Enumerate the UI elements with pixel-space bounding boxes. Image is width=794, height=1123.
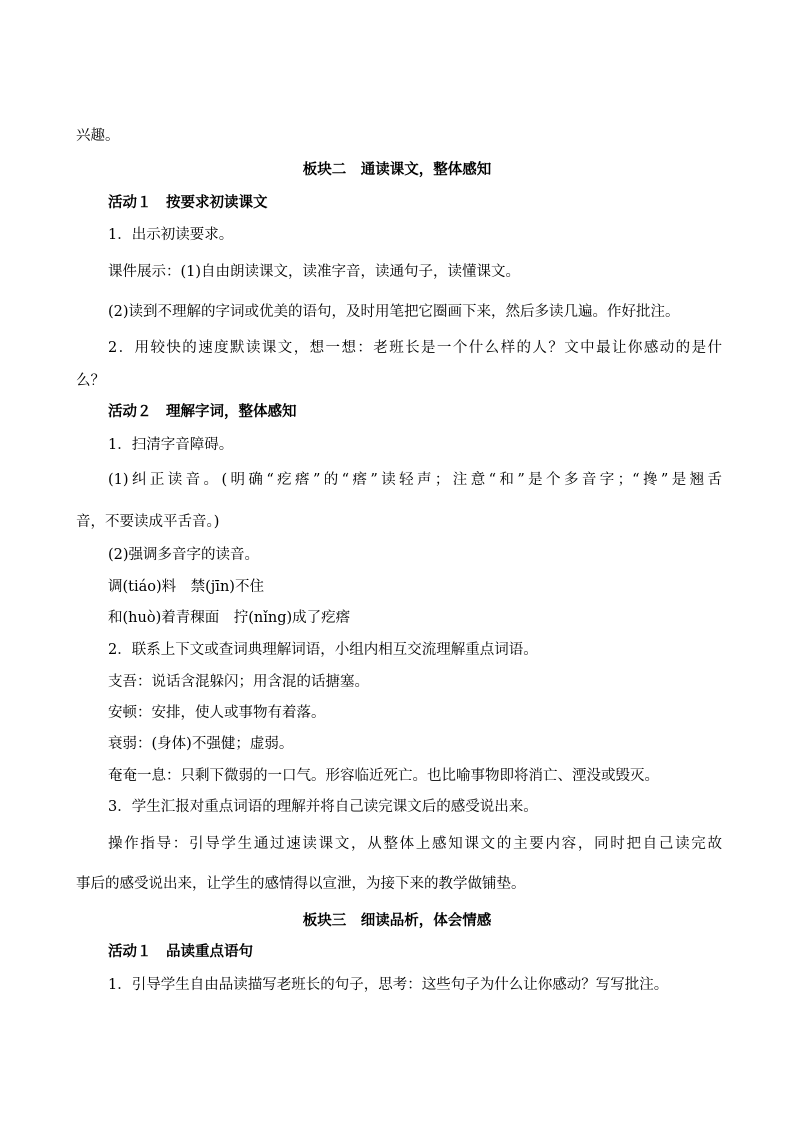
text-line: 2．用较快的速度默读课文，想一想：老班长是一个什么样的人？文中最让你感动的是什 (108, 340, 722, 356)
text-line: (1)纠正读音。(明确“疙瘩”的“瘩”读轻声；注意“和”是个多音字；“搀”是翘舌 (108, 472, 722, 488)
section-heading: 板块三 细读品析，体会情感 (302, 912, 492, 929)
text-line: 音，不要读成平舌音。) (76, 514, 220, 530)
text-line: 1．出示初读要求。 (108, 227, 234, 243)
text-line: 安顿：安排，使人或事物有着落。 (108, 705, 326, 721)
text-line: 调(tiáo)料 禁(jīn)不住 (108, 579, 264, 595)
text-line: (2)强调多音字的读音。 (108, 547, 260, 563)
text-line: 奄奄一息：只剩下微弱的一口气。形容临近死亡。也比喻事物即将消亡、湮没或毁灭。 (108, 768, 659, 784)
text-line: 课件展示：(1)自由朗读课文，读准字音，读通句子，读懂课文。 (108, 264, 521, 280)
text-line: 3．学生汇报对重点词语的理解并将自己读完课文后的感受说出来。 (108, 799, 538, 815)
text-line: 和(huò)着青稞面 拧(nǐng)成了疙瘩 (108, 610, 351, 626)
text-line: 操作指导：引导学生通过速读课文，从整体上感知课文的主要内容，同时把自己读完故 (108, 836, 722, 852)
text-line: 衰弱：(身体)不强健；虚弱。 (108, 736, 294, 752)
text-line: (2)读到不理解的字词或优美的语句，及时用笔把它圈画下来，然后多读几遍。作好批注。 (108, 304, 680, 320)
text-line: 支吾：说话含混躲闪；用含混的话搪塞。 (108, 674, 369, 690)
activity-heading: 活动１ 品读重点语句 (108, 943, 253, 960)
text-line: 事后的感受说出来，让学生的感情得以宣泄，为接下来的教学做铺垫。 (76, 876, 526, 892)
text-line: 2．联系上下文或查词典理解词语，小组内相互交流理解重点词语。 (108, 642, 538, 658)
section-heading: 板块二 通读课文，整体感知 (302, 161, 492, 178)
text-line: 兴趣。 (76, 128, 120, 144)
text-line: 么？ (76, 373, 105, 389)
activity-heading: 活动１ 按要求初读课文 (108, 194, 268, 211)
text-line: 1．引导学生自由品读描写老班长的句子，思考：这些句子为什么让你感动？写写批注。 (108, 977, 669, 993)
text-line: 1．扫清字音障碍。 (108, 437, 234, 453)
activity-heading: 活动２ 理解字词，整体感知 (108, 403, 297, 420)
